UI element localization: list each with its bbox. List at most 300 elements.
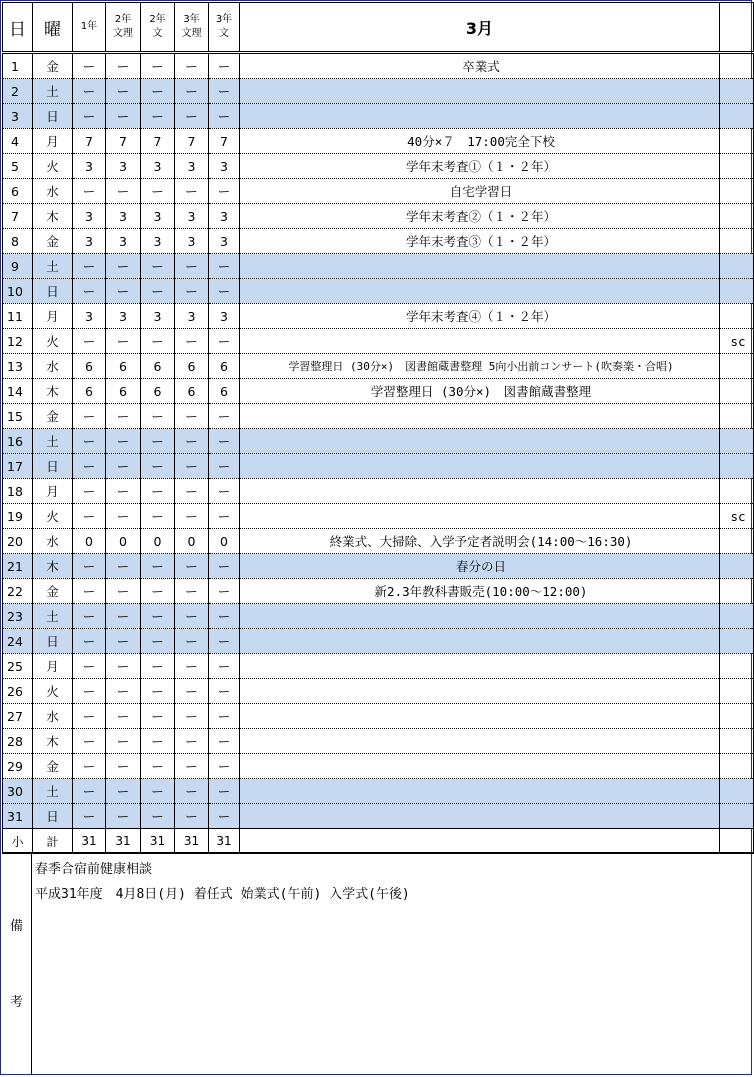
- class-count: ー: [106, 629, 141, 654]
- event-text: [240, 504, 720, 529]
- day-row: [3, 754, 754, 779]
- day-row: [3, 179, 754, 204]
- class-count: ー: [209, 104, 240, 129]
- weekday: 土: [33, 604, 73, 629]
- class-count: ー: [106, 554, 141, 579]
- class-count: ー: [141, 729, 175, 754]
- note-text: [720, 479, 754, 504]
- class-count: 7: [209, 129, 240, 154]
- weekday: 月: [33, 479, 73, 504]
- weekday: 日: [33, 804, 73, 829]
- event-text: 学年末考査④（１・２年）: [240, 304, 720, 329]
- class-count: 3: [209, 229, 240, 254]
- day-row: [3, 579, 754, 604]
- note-text: [720, 554, 754, 579]
- header-grade-4: [175, 3, 209, 53]
- day-row: [3, 729, 754, 754]
- class-count: ー: [73, 254, 106, 279]
- day-number: 13: [3, 354, 33, 379]
- weekday: 土: [33, 254, 73, 279]
- event-text: 学習整理日 (30分×) 図書館蔵書整理: [240, 379, 720, 404]
- day-number: 15: [3, 404, 33, 429]
- class-count: ー: [106, 604, 141, 629]
- day-row: [3, 79, 754, 104]
- class-count: 6: [209, 354, 240, 379]
- note-text: [720, 529, 754, 554]
- class-count: ー: [106, 454, 141, 479]
- header-grade-5-line2: 文: [219, 28, 229, 39]
- note-text: [720, 179, 754, 204]
- class-count: ー: [141, 679, 175, 704]
- day-number: 28: [3, 729, 33, 754]
- day-number: 12: [3, 329, 33, 354]
- day-row: [3, 479, 754, 504]
- note-text: [720, 79, 754, 104]
- total-count: 31: [175, 829, 209, 854]
- class-count: ー: [175, 579, 209, 604]
- class-count: 3: [73, 229, 106, 254]
- day-row: [3, 229, 754, 254]
- day-row: [3, 654, 754, 679]
- day-row: [3, 554, 754, 579]
- day-row: [3, 53, 754, 79]
- class-count: ー: [73, 754, 106, 779]
- class-count: ー: [73, 179, 106, 204]
- class-count: ー: [175, 179, 209, 204]
- event-text: [240, 79, 720, 104]
- day-row: [3, 329, 754, 354]
- class-count: ー: [209, 254, 240, 279]
- day-row: [3, 354, 754, 379]
- class-count: ー: [209, 729, 240, 754]
- weekday: 水: [33, 529, 73, 554]
- event-text: 学年末考査①（１・２年）: [240, 154, 720, 179]
- class-count: 7: [141, 129, 175, 154]
- weekday: 日: [33, 454, 73, 479]
- class-count: ー: [141, 804, 175, 829]
- weekday: 金: [33, 229, 73, 254]
- day-row: [3, 404, 754, 429]
- note-text: [720, 279, 754, 304]
- day-number: 7: [3, 204, 33, 229]
- class-count: 3: [106, 229, 141, 254]
- class-count: 3: [175, 304, 209, 329]
- class-count: ー: [106, 53, 141, 79]
- event-text: 終業式、大掃除、入学予定者説明会(14:00～16:30): [240, 529, 720, 554]
- remarks-body: [35, 857, 410, 907]
- class-count: ー: [209, 179, 240, 204]
- remarks-label: [2, 853, 32, 1075]
- class-count: 6: [141, 354, 175, 379]
- class-count: ー: [141, 179, 175, 204]
- event-text: [240, 779, 720, 804]
- class-count: ー: [106, 404, 141, 429]
- day-row: [3, 504, 754, 529]
- header-day: 日: [3, 3, 33, 53]
- class-count: 0: [175, 529, 209, 554]
- header-grade-2-line1: 2年: [114, 14, 132, 25]
- day-row: [3, 104, 754, 129]
- class-count: 3: [106, 204, 141, 229]
- class-count: 3: [141, 304, 175, 329]
- class-count: 0: [209, 529, 240, 554]
- class-count: ー: [106, 329, 141, 354]
- class-count: ー: [73, 804, 106, 829]
- header-grade-5-line1: 3年: [215, 14, 233, 25]
- weekday: 火: [33, 679, 73, 704]
- class-count: 3: [175, 229, 209, 254]
- class-count: ー: [73, 679, 106, 704]
- day-number: 2: [3, 79, 33, 104]
- remarks-line: 平成31年度 4月8日(月) 着任式 始業式(午前) 入学式(午後): [35, 887, 410, 902]
- class-count: ー: [175, 629, 209, 654]
- class-count: ー: [73, 329, 106, 354]
- day-number: 9: [3, 254, 33, 279]
- class-count: ー: [175, 729, 209, 754]
- day-number: 11: [3, 304, 33, 329]
- remarks-label-b: 考: [10, 995, 24, 1010]
- weekday: 月: [33, 654, 73, 679]
- event-text: 40分×７ 17:00完全下校: [240, 129, 720, 154]
- weekday: 月: [33, 304, 73, 329]
- total-count: 31: [141, 829, 175, 854]
- class-count: ー: [175, 254, 209, 279]
- class-count: 3: [209, 154, 240, 179]
- class-count: ー: [141, 79, 175, 104]
- note-text: [720, 154, 754, 179]
- weekday: 水: [33, 704, 73, 729]
- class-count: 0: [141, 529, 175, 554]
- day-number: 30: [3, 779, 33, 804]
- class-count: ー: [209, 779, 240, 804]
- class-count: ー: [106, 79, 141, 104]
- day-row: [3, 379, 754, 404]
- day-row: [3, 604, 754, 629]
- day-number: 27: [3, 704, 33, 729]
- event-text: 春分の日: [240, 554, 720, 579]
- event-text: [240, 729, 720, 754]
- day-number: 26: [3, 679, 33, 704]
- total-label-a: 小: [3, 829, 33, 854]
- event-text: 自宅学習日: [240, 179, 720, 204]
- class-count: ー: [73, 729, 106, 754]
- class-count: 3: [106, 154, 141, 179]
- header-grade-1: [73, 3, 106, 53]
- note-text: [720, 604, 754, 629]
- event-text: 学習整理日 (30分×) 図書館蔵書整理 5向小出前コンサート(吹奏楽・合唱): [240, 354, 720, 379]
- event-text: [240, 479, 720, 504]
- class-count: ー: [141, 254, 175, 279]
- total-label-b: 計: [33, 829, 73, 854]
- class-count: 3: [175, 154, 209, 179]
- class-count: 0: [106, 529, 141, 554]
- day-row: [3, 529, 754, 554]
- class-count: ー: [141, 779, 175, 804]
- weekday: 土: [33, 779, 73, 804]
- day-number: 31: [3, 804, 33, 829]
- class-count: ー: [106, 279, 141, 304]
- class-count: ー: [175, 754, 209, 779]
- day-row: [3, 454, 754, 479]
- note-text: [720, 53, 754, 79]
- class-count: ー: [141, 329, 175, 354]
- class-count: 0: [73, 529, 106, 554]
- class-count: ー: [141, 579, 175, 604]
- class-count: ー: [209, 654, 240, 679]
- class-count: 3: [106, 304, 141, 329]
- class-count: ー: [175, 279, 209, 304]
- schedule-body: [3, 53, 754, 829]
- note-text: [720, 229, 754, 254]
- day-number: 5: [3, 154, 33, 179]
- day-row: [3, 804, 754, 829]
- note-text: sc: [720, 329, 754, 354]
- day-number: 25: [3, 654, 33, 679]
- class-count: ー: [209, 279, 240, 304]
- class-count: 6: [106, 354, 141, 379]
- class-count: ー: [141, 53, 175, 79]
- event-text: 学年末考査③（１・２年）: [240, 229, 720, 254]
- day-number: 17: [3, 454, 33, 479]
- class-count: ー: [141, 429, 175, 454]
- class-count: ー: [141, 404, 175, 429]
- class-count: ー: [141, 104, 175, 129]
- class-count: ー: [141, 279, 175, 304]
- class-count: ー: [209, 679, 240, 704]
- note-text: [720, 254, 754, 279]
- remarks-line: 春季合宿前健康相談: [35, 862, 153, 877]
- weekday: 木: [33, 554, 73, 579]
- day-number: 24: [3, 629, 33, 654]
- note-text: [720, 754, 754, 779]
- note-text: [720, 654, 754, 679]
- class-count: 6: [73, 354, 106, 379]
- class-count: ー: [209, 454, 240, 479]
- day-row: [3, 629, 754, 654]
- note-text: [720, 779, 754, 804]
- event-text: [240, 654, 720, 679]
- class-count: ー: [141, 754, 175, 779]
- class-count: ー: [141, 629, 175, 654]
- class-count: ー: [209, 404, 240, 429]
- class-count: ー: [175, 554, 209, 579]
- class-count: 7: [73, 129, 106, 154]
- class-count: ー: [106, 579, 141, 604]
- class-count: 6: [175, 354, 209, 379]
- weekday: 木: [33, 379, 73, 404]
- day-row: [3, 704, 754, 729]
- class-count: ー: [73, 579, 106, 604]
- note-text: [720, 129, 754, 154]
- class-count: ー: [73, 104, 106, 129]
- day-row: [3, 204, 754, 229]
- weekday: 水: [33, 354, 73, 379]
- note-text: [720, 404, 754, 429]
- class-count: ー: [141, 479, 175, 504]
- total-count: 31: [209, 829, 240, 854]
- class-count: 3: [209, 204, 240, 229]
- class-count: ー: [73, 504, 106, 529]
- header-weekday: 曜: [33, 3, 73, 53]
- class-count: ー: [106, 429, 141, 454]
- weekday: 火: [33, 504, 73, 529]
- note-text: [720, 704, 754, 729]
- class-count: ー: [106, 254, 141, 279]
- note-text: [720, 429, 754, 454]
- class-count: ー: [175, 654, 209, 679]
- event-text: 学年末考査②（１・２年）: [240, 204, 720, 229]
- header-grade-3-line1: 2年: [149, 14, 166, 25]
- class-count: 3: [73, 304, 106, 329]
- event-text: [240, 704, 720, 729]
- class-count: ー: [175, 479, 209, 504]
- event-text: [240, 429, 720, 454]
- schedule-table: [2, 2, 754, 854]
- day-number: 1: [3, 53, 33, 79]
- class-count: 3: [141, 229, 175, 254]
- class-count: 3: [141, 204, 175, 229]
- note-text: [720, 729, 754, 754]
- day-number: 22: [3, 579, 33, 604]
- class-count: 7: [106, 129, 141, 154]
- class-count: ー: [141, 504, 175, 529]
- class-count: ー: [73, 629, 106, 654]
- event-text: 卒業式: [240, 53, 720, 79]
- header-grade-4-line2: 文理: [181, 28, 202, 39]
- class-count: ー: [209, 504, 240, 529]
- event-text: [240, 404, 720, 429]
- class-count: ー: [175, 804, 209, 829]
- class-count: ー: [141, 704, 175, 729]
- class-count: ー: [209, 804, 240, 829]
- class-count: ー: [209, 429, 240, 454]
- class-count: ー: [209, 629, 240, 654]
- note-text: [720, 104, 754, 129]
- note-text: [720, 579, 754, 604]
- class-count: ー: [106, 479, 141, 504]
- class-count: ー: [209, 479, 240, 504]
- class-count: 3: [141, 154, 175, 179]
- class-count: ー: [106, 179, 141, 204]
- day-number: 6: [3, 179, 33, 204]
- class-count: 6: [209, 379, 240, 404]
- class-count: ー: [175, 604, 209, 629]
- event-text: [240, 679, 720, 704]
- class-count: 3: [73, 154, 106, 179]
- day-number: 21: [3, 554, 33, 579]
- class-count: ー: [106, 729, 141, 754]
- class-count: ー: [141, 454, 175, 479]
- weekday: 月: [33, 129, 73, 154]
- day-row: [3, 304, 754, 329]
- event-text: [240, 804, 720, 829]
- class-count: 3: [73, 204, 106, 229]
- weekday: 木: [33, 729, 73, 754]
- class-count: ー: [141, 604, 175, 629]
- class-count: ー: [175, 79, 209, 104]
- weekday: 木: [33, 204, 73, 229]
- header-grade-5: [209, 3, 240, 53]
- class-count: ー: [73, 704, 106, 729]
- note-text: sc: [720, 504, 754, 529]
- class-count: 6: [175, 379, 209, 404]
- weekday: 日: [33, 279, 73, 304]
- class-count: ー: [175, 779, 209, 804]
- weekday: 金: [33, 754, 73, 779]
- class-count: ー: [175, 704, 209, 729]
- day-number: 14: [3, 379, 33, 404]
- class-count: ー: [73, 779, 106, 804]
- class-count: ー: [209, 604, 240, 629]
- class-count: ー: [106, 804, 141, 829]
- class-count: ー: [209, 53, 240, 79]
- header-grade-3: [141, 3, 175, 53]
- event-text: [240, 279, 720, 304]
- class-count: ー: [175, 329, 209, 354]
- event-text: 新2.3年教科書販売(10:00～12:00): [240, 579, 720, 604]
- event-text: [240, 604, 720, 629]
- class-count: ー: [209, 579, 240, 604]
- note-text: [720, 354, 754, 379]
- day-row: [3, 279, 754, 304]
- note-text: [720, 304, 754, 329]
- total-row: [3, 829, 754, 854]
- weekday: 金: [33, 404, 73, 429]
- class-count: ー: [175, 504, 209, 529]
- class-count: 6: [73, 379, 106, 404]
- day-row: [3, 679, 754, 704]
- weekday: 日: [33, 104, 73, 129]
- class-count: ー: [106, 779, 141, 804]
- event-text: [240, 629, 720, 654]
- class-count: 3: [175, 204, 209, 229]
- class-count: ー: [73, 479, 106, 504]
- class-count: ー: [209, 704, 240, 729]
- note-text: [720, 379, 754, 404]
- class-count: ー: [175, 429, 209, 454]
- class-count: ー: [209, 79, 240, 104]
- header-grade-3-line2: 文: [152, 28, 163, 39]
- event-text: [240, 254, 720, 279]
- class-count: ー: [209, 329, 240, 354]
- event-text: [240, 104, 720, 129]
- day-number: 8: [3, 229, 33, 254]
- weekday: 火: [33, 329, 73, 354]
- class-count: ー: [106, 704, 141, 729]
- day-number: 20: [3, 529, 33, 554]
- header-note: [720, 3, 754, 53]
- header-month: 3月: [240, 3, 720, 53]
- header-grade-1-line1: 1年: [80, 21, 98, 32]
- day-number: 16: [3, 429, 33, 454]
- header-grade-2: [106, 3, 141, 53]
- weekday: 土: [33, 429, 73, 454]
- day-number: 10: [3, 279, 33, 304]
- class-count: ー: [175, 454, 209, 479]
- weekday: 火: [33, 154, 73, 179]
- header-grade-2-line2: 文理: [113, 28, 133, 39]
- class-count: ー: [73, 279, 106, 304]
- weekday: 水: [33, 179, 73, 204]
- day-row: [3, 154, 754, 179]
- class-count: ー: [175, 53, 209, 79]
- note-text: [720, 629, 754, 654]
- total-count: 31: [106, 829, 141, 854]
- class-count: ー: [73, 404, 106, 429]
- note-text: [720, 804, 754, 829]
- weekday: 日: [33, 629, 73, 654]
- class-count: 7: [175, 129, 209, 154]
